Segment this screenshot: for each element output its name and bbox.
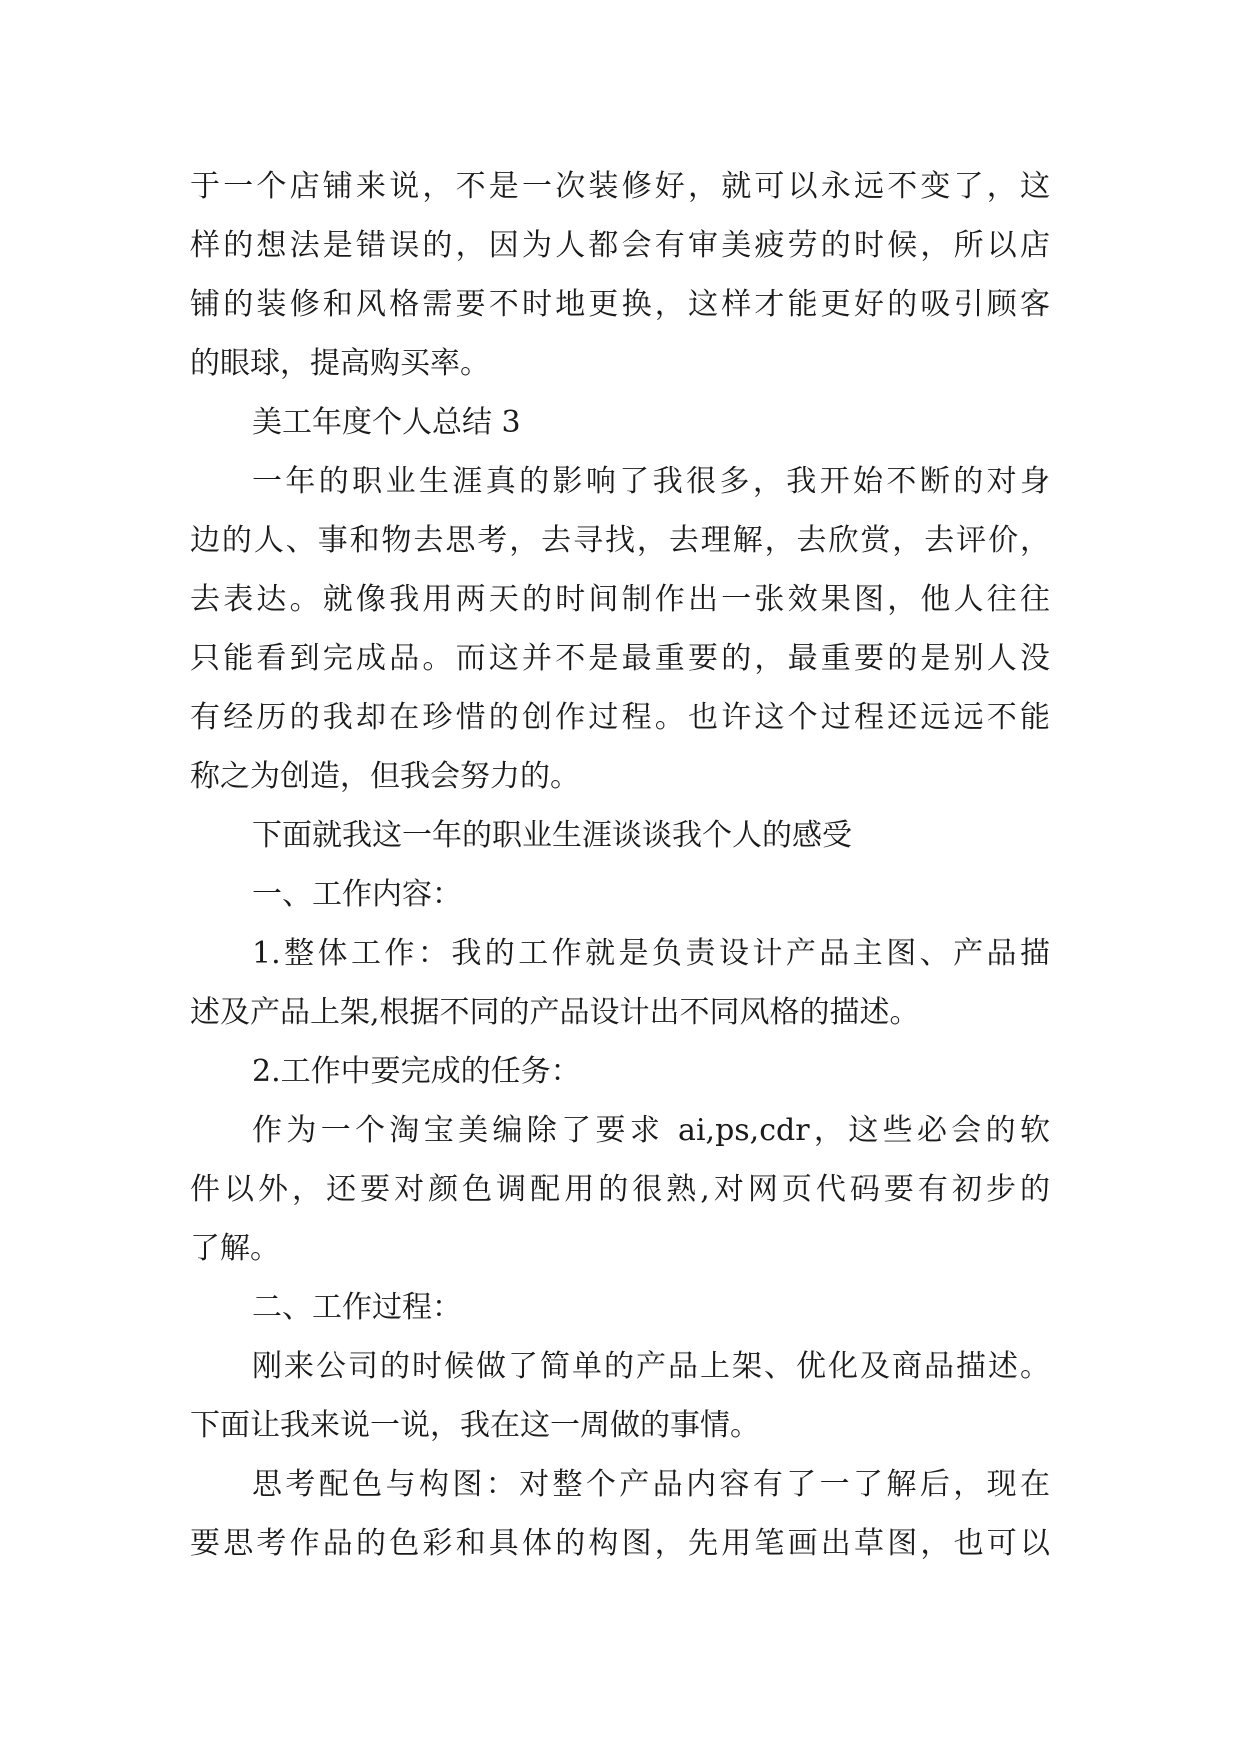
section-heading: 美工年度个人总结 3 — [252, 405, 521, 440]
paragraph-line: 了解。 — [190, 1231, 280, 1266]
document-body — [190, 157, 1050, 1573]
paragraph-line: 作为一个淘宝美编除了要求 ai,ps,cdr，这些必会的软 — [252, 1113, 1050, 1148]
section-heading: 二、工作过程： — [252, 1290, 462, 1325]
paragraph-line: 有经历的我却在珍惜的创作过程。也许这个过程还远远不能 — [190, 700, 1050, 735]
paragraph-line: 思考配色与构图：对整个产品内容有了一了解后，现在 — [252, 1467, 1050, 1502]
paragraph-line: 刚来公司的时候做了简单的产品上架、优化及商品描述。 — [252, 1349, 1050, 1384]
paragraph-line: 下面就我这一年的职业生涯谈谈我个人的感受 — [252, 818, 852, 853]
paragraph-line: 样的想法是错误的，因为人都会有审美疲劳的时候，所以店 — [190, 228, 1050, 263]
paragraph-line: 称之为创造，但我会努力的。 — [190, 759, 580, 794]
paragraph-line: 件以外，还要对颜色调配用的很熟,对网页代码要有初步的 — [190, 1172, 1050, 1207]
paragraph-line: 述及产品上架,根据不同的产品设计出不同风格的描述。 — [190, 995, 920, 1030]
paragraph-line: 的眼球，提高购买率。 — [190, 346, 490, 381]
paragraph-line: 1.整体工作：我的工作就是负责设计产品主图、产品描 — [252, 936, 1050, 971]
section-heading: 一、工作内容： — [252, 877, 462, 912]
paragraph-line: 去表达。就像我用两天的时间制作出一张效果图，他人往往 — [190, 582, 1050, 617]
paragraph-line: 下面让我来说一说，我在这一周做的事情。 — [190, 1408, 760, 1443]
paragraph-line: 只能看到完成品。而这并不是最重要的，最重要的是别人没 — [190, 641, 1050, 676]
paragraph-line: 于一个店铺来说，不是一次装修好，就可以永远不变了，这 — [190, 169, 1050, 204]
paragraph-line: 一年的职业生涯真的影响了我很多，我开始不断的对身 — [252, 464, 1050, 499]
paragraph-line: 边的人、事和物去思考，去寻找，去理解，去欣赏，去评价， — [190, 523, 1050, 558]
paragraph-line: 要思考作品的色彩和具体的构图，先用笔画出草图，也可以 — [190, 1526, 1050, 1561]
paragraph-line: 2.工作中要完成的任务： — [252, 1054, 581, 1089]
paragraph-line: 铺的装修和风格需要不时地更换，这样才能更好的吸引顾客 — [190, 287, 1050, 322]
